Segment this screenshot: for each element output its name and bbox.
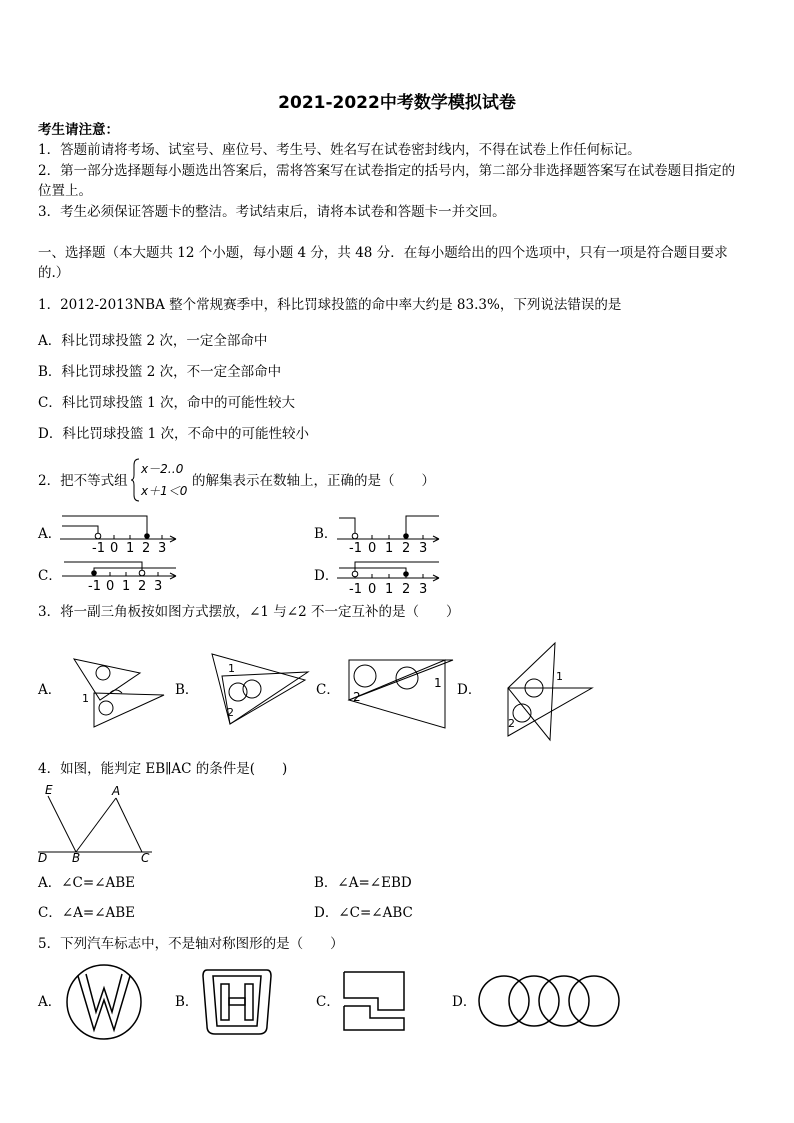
notice-item: 2．第一部分选择题每小题选出答案后，需将答案写在试卷指定的括号内，第二部分非选择题答案写在试卷题目指定的 (38, 163, 736, 179)
q5-label-c: C． (316, 994, 340, 1010)
svg-text:-1: -1 (349, 582, 362, 597)
q4-option-c: C．∠A=∠ABE (38, 905, 136, 921)
notice-item: 1．答题前请将考场、试室号、座位号、考生号、姓名写在试卷密封线内，不得在试卷上作任何标记。 (38, 142, 641, 158)
svg-text:3: 3 (154, 579, 163, 594)
svg-text:2: 2 (353, 690, 361, 704)
svg-text:2: 2 (402, 582, 411, 597)
q4-diagram (34, 782, 164, 864)
svg-text:1: 1 (122, 579, 131, 594)
svg-text:3: 3 (419, 541, 428, 556)
svg-text:2: 2 (227, 706, 234, 719)
inequality-2: x＋1＜0 (141, 484, 188, 498)
svg-text:A: A (112, 784, 121, 798)
q3-stem: 3．将一副三角板按如图方式摆放，∠1 与∠2 不一定互补的是（ ） (38, 604, 460, 620)
svg-text:0: 0 (110, 541, 119, 556)
triangles-figure-a (70, 655, 170, 730)
q3-label-a: A． (38, 682, 62, 698)
q5-label-d: D． (452, 994, 477, 1010)
inequality-1: x－2‥0 (141, 462, 184, 476)
svg-text:1: 1 (82, 692, 89, 705)
q5-stem: 5．下列汽车标志中，不是轴对称图形的是（ ） (38, 936, 344, 952)
svg-text:E: E (45, 783, 53, 797)
q5-label-a: A． (38, 994, 62, 1010)
q1-option-a: A．科比罚球投篮 2 次，一定全部命中 (38, 333, 268, 349)
svg-text:2: 2 (402, 541, 411, 556)
triangles-figure-c (345, 656, 457, 731)
svg-text:3: 3 (419, 582, 428, 597)
notice-item: 位置上。 (38, 183, 92, 199)
notice-heading: 考生请注意： (38, 122, 119, 138)
triangles-figure-b (210, 652, 315, 732)
svg-text:B: B (72, 851, 81, 864)
q2-label-a: A． (38, 526, 62, 542)
step-logo-icon (340, 968, 410, 1034)
q1-option-d: D．科比罚球投篮 1 次，不命中的可能性较小 (38, 426, 309, 442)
svg-text:2: 2 (138, 579, 147, 594)
q4-option-d: D．∠C=∠ABC (314, 905, 413, 921)
q2-label-b: B． (314, 526, 338, 542)
q4-stem: 4．如图，能判定 EB∥AC 的条件是( ) (38, 761, 288, 777)
svg-text:-1: -1 (88, 579, 101, 594)
inequality-system (131, 457, 191, 503)
svg-text:3: 3 (158, 541, 167, 556)
svg-text:0: 0 (368, 541, 377, 556)
q1-option-b: B．科比罚球投篮 2 次，不一定全部命中 (38, 364, 282, 380)
svg-text:C: C (141, 851, 150, 864)
section-heading-cont: 的.） (38, 265, 70, 281)
q1-stem: 1．2012-2013NBA 整个常规赛季中，科比罚球投篮的命中率大约是 83.3%，下列说法错误的是 (38, 297, 622, 313)
svg-text:0: 0 (368, 582, 377, 597)
svg-text:-1: -1 (349, 541, 362, 556)
section-heading: 一、选择题（本大题共 12 个小题，每小题 4 分，共 48 分．在每小题给出的四个选项中，只有一项是符合题目要求 (38, 245, 728, 261)
number-line-a (58, 510, 183, 556)
q3-label-d: D． (457, 682, 482, 698)
svg-text:D: D (38, 851, 48, 864)
svg-text:0: 0 (106, 579, 115, 594)
svg-text:-1: -1 (92, 541, 105, 556)
svg-text:1: 1 (556, 670, 563, 683)
svg-text:2: 2 (508, 717, 515, 730)
svg-text:1: 1 (126, 541, 135, 556)
q2-label-d: D． (314, 568, 339, 584)
number-line-c (60, 556, 180, 596)
svg-text:1: 1 (385, 541, 394, 556)
svg-text:1: 1 (385, 582, 394, 597)
honda-logo-icon (199, 966, 275, 1038)
notice-item: 3．考生必须保证答题卡的整洁。考试结束后，请将本试卷和答题卡一并交回。 (38, 204, 506, 220)
q2-label-c: C． (38, 568, 62, 584)
triangles-figure-d (500, 640, 598, 745)
svg-text:2: 2 (142, 541, 151, 556)
number-line-d (335, 556, 445, 598)
q1-option-c: C．科比罚球投篮 1 次，命中的可能性较大 (38, 395, 296, 411)
page-title: 2021-2022中考数学模拟试卷 (278, 93, 516, 113)
vw-logo-icon (64, 962, 144, 1042)
q4-option-b: B．∠A=∠EBD (314, 875, 412, 891)
audi-rings-icon (476, 972, 624, 1030)
q3-label-c: C． (316, 682, 340, 698)
q2-stem-prefix: 2．把不等式组 (38, 473, 128, 489)
svg-text:1: 1 (228, 662, 235, 675)
q4-option-a: A．∠C=∠ABE (38, 875, 136, 891)
q3-label-b: B． (175, 682, 199, 698)
number-line-b (335, 510, 445, 556)
q5-label-b: B． (175, 994, 199, 1010)
svg-text:1: 1 (434, 676, 442, 690)
q2-stem-suffix: 的解集表示在数轴上，正确的是（ ） (192, 473, 435, 489)
